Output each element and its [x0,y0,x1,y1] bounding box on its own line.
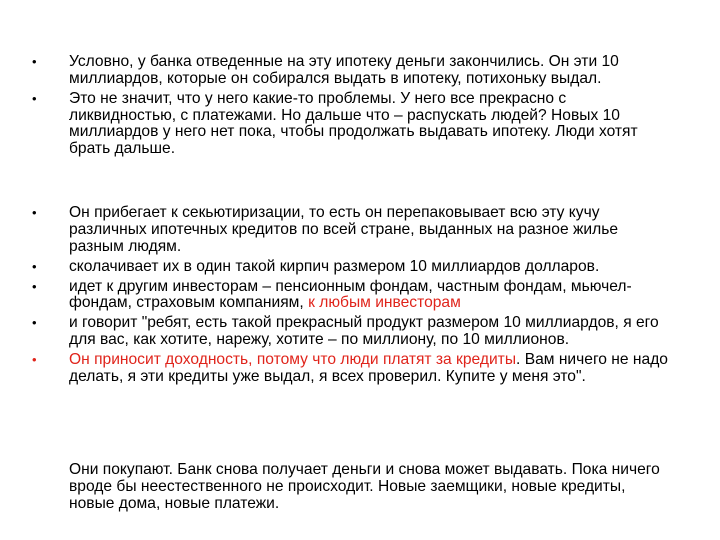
bullet-text: идет к другим инвесторам – пенсионным фондам, частным фондам, мьючел-фондам, страховым компаниям, [69,277,632,312]
list-item [32,54,672,88]
bullet-icon: • [32,205,37,220]
closing-paragraph: Они покупают. Банк снова получает деньги и снова может выдавать. Пока ничего вроде бы неестественного не происходит. Новые заемщики, новые кредиты, новые дома, новые платежи. [69,461,660,512]
list-item [32,352,672,386]
list-item [32,279,672,313]
list-item [32,205,672,255]
bullet-icon: • [32,54,37,69]
list-item [32,315,672,349]
bullet-icon: • [32,278,37,294]
list-item [32,259,672,276]
bullet-text: Он прибегает к секьютиризации, то есть он перепаковывает всю эту кучу различных ипотечных кредитов по всей стране, выданных на разное жилье разным людям. [69,204,618,255]
bullet-text: Условно, у банка отведенные на эту ипотеку деньги закончились. Он эти 10 миллиардов, которые он собирался выдать в ипотеку, потихоньку выдал. [69,53,619,87]
bullet-list-securitization [32,205,672,389]
bullet-text: сколачивает их в один такой кирпич размером 10 миллиардов долларов. [69,257,600,275]
list-item [32,91,672,158]
highlighted-text: Он приносит доходность, потому что люди платят за кредиты [69,351,517,369]
bullet-list-intro [32,54,672,161]
bullet-text: . Вам ничего не надо делать, я эти кредиты уже выдал, я всех проверил. Купите у меня это". [69,351,668,385]
bullet-icon: • [32,352,37,368]
bullet-icon: • [32,258,37,274]
highlighted-text: к любым инвесторам [308,294,461,312]
bullet-icon: • [32,90,37,106]
bullet-text: Это не значит, что у него какие-то проблемы. У него все прекрасно с ликвидностью, с платежами. Но дальше что – распускать людей? Новых 10 миллиардов у него нет пока, чтобы продолжать выдавать ипотеку. Люди хотят брать дальше. [69,89,638,158]
bullet-text: и говорит "ребят, есть такой прекрасный продукт размером 10 миллиардов, я его для вас, как хотите, нарежу, хотите – по миллиону, по 10 миллионов. [69,314,659,349]
bullet-icon: • [32,315,37,331]
